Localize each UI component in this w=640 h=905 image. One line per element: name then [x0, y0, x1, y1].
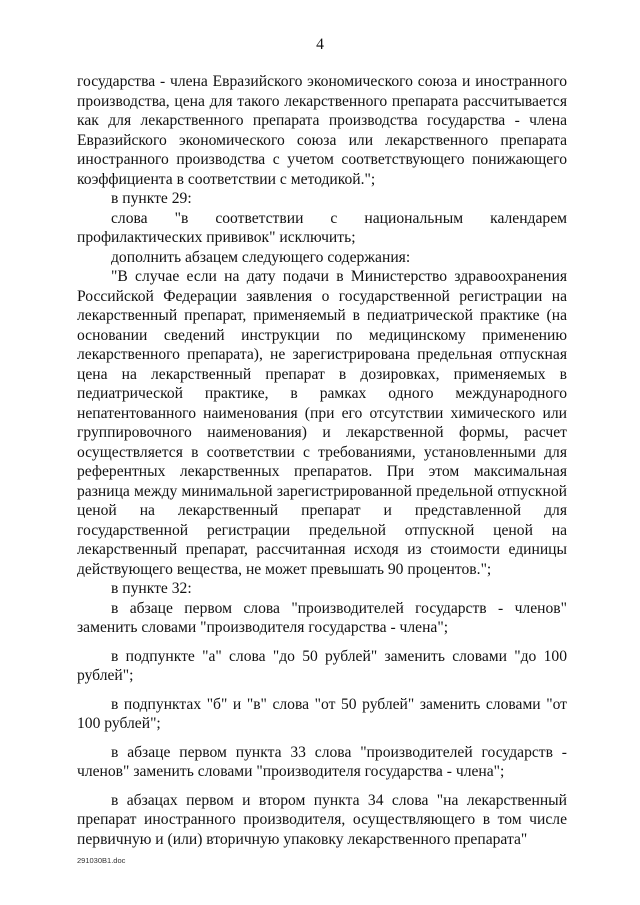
paragraph: в абзаце первом пункта 33 слова "производителей государств - членов" заменить словами "производителя государства - члена";: [77, 743, 567, 780]
file-name-footer: 291030B1.doc: [77, 856, 126, 865]
paragraph: государства - члена Евразийского экономического союза и иностранного производства, цена для такого лекарственного препарата рассчитывается как для лекарственного препарата производства государства - члена Евразийского экономического союза или лекарственного препарата иностранного производства с учетом соответствующего понижающего коэффициента в соответствии с методикой.";: [77, 73, 567, 188]
paragraph: в пункте 32:: [111, 580, 192, 597]
paragraph: в подпунктах "б" и "в" слова "от 50 рублей" заменить словами "от 100 рублей";: [77, 695, 567, 732]
paragraph: в подпункте "а" слова "до 50 рублей" заменить словами "до 100 рублей";: [77, 647, 567, 684]
paragraph: в абзаце первом слова "производителей государств - членов" заменить словами "производителя государства - члена";: [77, 599, 567, 636]
document-body: [77, 72, 567, 849]
paragraph: дополнить абзацем следующего содержания:: [111, 248, 411, 266]
paragraph: в абзацах первом и втором пункта 34 слова "на лекарственный препарат иностранного производителя, осуществляющего в том числе первичную и (или) вторичную упаковку лекарственного препарата": [77, 791, 567, 848]
paragraph: в пункте 29:: [111, 190, 192, 207]
page-number: 4: [316, 36, 324, 53]
paragraph: слова "в соответствии с национальным календарем профилактических прививок" исключить;: [77, 209, 567, 246]
paragraph: "В случае если на дату подачи в Министерство здравоохранения Российской Федерации заявления о государственной регистрации на лекарственный препарат, применяемый в педиатрической практике (на основании сведений инструкции по медицинскому применению лекарственного препарата), не зарегистрирована предельная отпускная цена на лекарственный препарат в дозировках, применяемых в педиатрической практике, в рамках одного международного непатентованного наименования (при его отсутствии химического или группировочного наименования) и лекарственной формы, расчет осуществляется в соответствии с требованиями, установленными для референтных лекарственных препаратов. При этом максимальная разница между минимальной зарегистрированной предельной отпускной ценой на лекарственный препарат и представленной для государственной регистрации предельной отпускной ценой на лекарственный препарат, рассчитанная исходя из стоимости единицы действующего вещества, не может превышать 90 процентов.";: [77, 268, 567, 578]
